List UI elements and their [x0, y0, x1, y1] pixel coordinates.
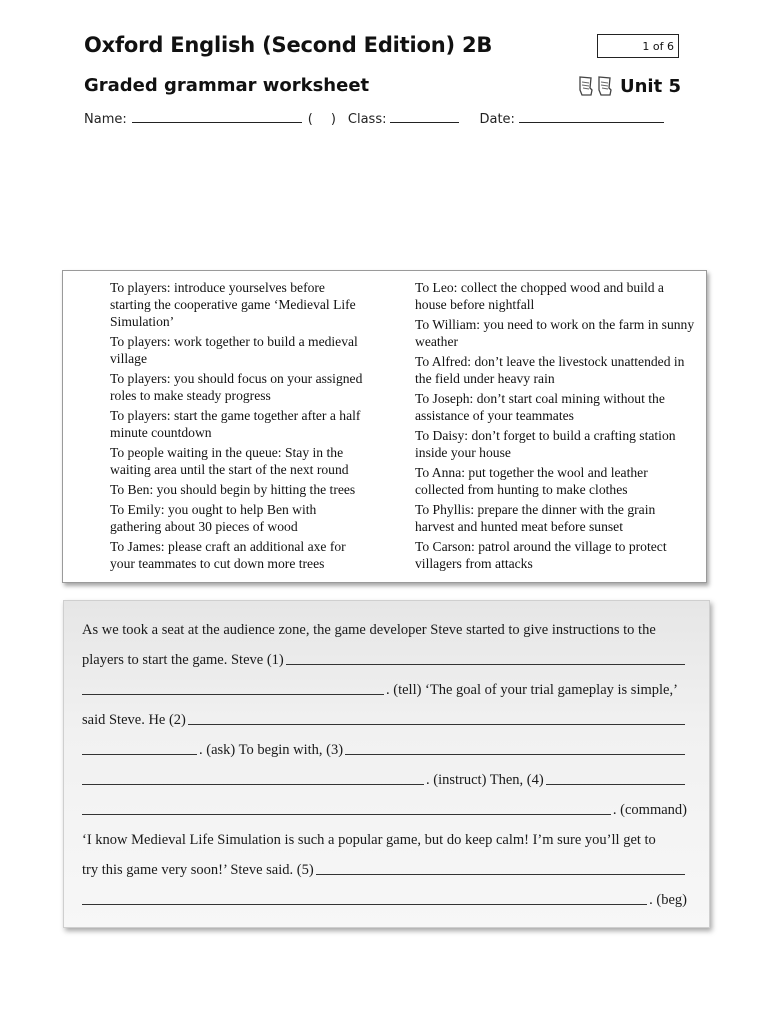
class-number-close: ): [330, 112, 336, 127]
passage-text: . (command): [612, 802, 687, 818]
answer-blank-4[interactable]: [546, 783, 685, 785]
unit-label-group: [578, 74, 681, 98]
instructions-left-column: [110, 279, 365, 575]
worksheet-subtitle: Graded grammar worksheet: [84, 75, 370, 96]
instruction-item: To Alfred: don’t leave the livestock unattended in the field under heavy rain: [415, 354, 685, 386]
instruction-item: To players: introduce yourselves before starting the cooperative game ‘Medieval Life Simulation’: [110, 280, 356, 329]
instruction-item: To Anna: put together the wool and leather collected from hunting to make clothes: [415, 465, 648, 497]
instruction-item: To people waiting in the queue: Stay in the waiting area until the start of the next round: [110, 445, 349, 477]
page-indicator: [597, 34, 679, 58]
instruction-item: To Emily: you ought to help Ben with gathering about 30 pieces of wood: [110, 502, 317, 534]
passage-text: . (instruct) Then, (4): [426, 772, 544, 788]
passage-line: [82, 799, 687, 819]
name-field[interactable]: [132, 109, 302, 123]
instruction-item: To Phyllis: prepare the dinner with the grain harvest and hunted meat before sunset: [415, 502, 656, 534]
instruction-item: To Daisy: don’t forget to build a crafting station inside your house: [415, 428, 676, 460]
date-field[interactable]: [519, 109, 664, 123]
instruction-item: To William: you need to work on the farm in sunny weather: [415, 317, 695, 349]
instruction-item: To players: you should focus on your assigned roles to make steady progress: [110, 371, 363, 403]
passage-text: said Steve. He (2): [82, 712, 186, 728]
passage-line: [82, 709, 687, 729]
passage-line: [82, 649, 687, 669]
passage-text: . (ask) To begin with, (3): [199, 742, 344, 758]
instruction-item: To players: start the game together after a half minute countdown: [110, 408, 361, 440]
passage-line: [82, 739, 687, 759]
answer-blank-3-cont[interactable]: [82, 783, 424, 785]
book-title: Oxford English (Second Edition) 2B: [84, 33, 493, 57]
passage-line: [82, 829, 687, 849]
answer-blank-1-cont[interactable]: [82, 693, 384, 695]
instructions-box: [62, 270, 707, 583]
answer-blank-2[interactable]: [188, 723, 685, 725]
instruction-item: To players: work together to build a medieval village: [110, 334, 358, 366]
answer-blank-4-cont[interactable]: [82, 813, 611, 815]
instruction-item: To James: please craft an additional axe for your teammates to cut down more trees: [110, 539, 346, 571]
passage-line: [82, 679, 687, 699]
class-field[interactable]: [390, 109, 459, 123]
passage-box: [63, 600, 710, 928]
passage-text: . (beg): [649, 892, 687, 908]
passage-text: As we took a seat at the audience zone, the game developer Steve started to give instructions to the: [82, 622, 656, 638]
answer-blank-2-cont[interactable]: [82, 753, 197, 755]
date-label: Date:: [479, 112, 515, 127]
answer-blank-5[interactable]: [316, 873, 685, 875]
class-label: Class:: [347, 112, 387, 127]
page-indicator-text: 1 of 6: [642, 39, 674, 53]
passage-line: [82, 619, 687, 639]
unit-label: Unit 5: [620, 75, 681, 97]
instruction-item: To Joseph: don’t start coal mining without the assistance of your teammates: [415, 391, 665, 423]
passage-text: ‘I know Medieval Life Simulation is such a popular game, but do keep calm! I’m sure you’ll get to: [82, 832, 656, 848]
passage-text: players to start the game. Steve (1): [82, 652, 284, 668]
answer-blank-3[interactable]: [345, 753, 685, 755]
passage-text: . (tell) ‘The goal of your trial gameplay is simple,’: [386, 682, 678, 698]
passage-line: [82, 859, 687, 879]
instructions-right-column: [415, 279, 695, 575]
boot-print-icon: [578, 76, 594, 96]
passage-line: [82, 769, 687, 789]
instruction-item: To Carson: patrol around the village to protect villagers from attacks: [415, 539, 667, 571]
answer-blank-5-cont[interactable]: [82, 903, 647, 905]
boot-print-icon: [597, 76, 613, 96]
answer-blank-1[interactable]: [286, 663, 685, 665]
student-info-line: [84, 109, 664, 127]
name-label: Name:: [84, 112, 127, 127]
passage-text: try this game very soon!’ Steve said. (5): [82, 862, 314, 878]
instruction-item: To Leo: collect the chopped wood and build a house before nightfall: [415, 280, 664, 312]
passage-line: [82, 889, 687, 909]
instruction-item: To Ben: you should begin by hitting the trees: [110, 482, 356, 497]
class-number-open: (: [307, 112, 313, 127]
